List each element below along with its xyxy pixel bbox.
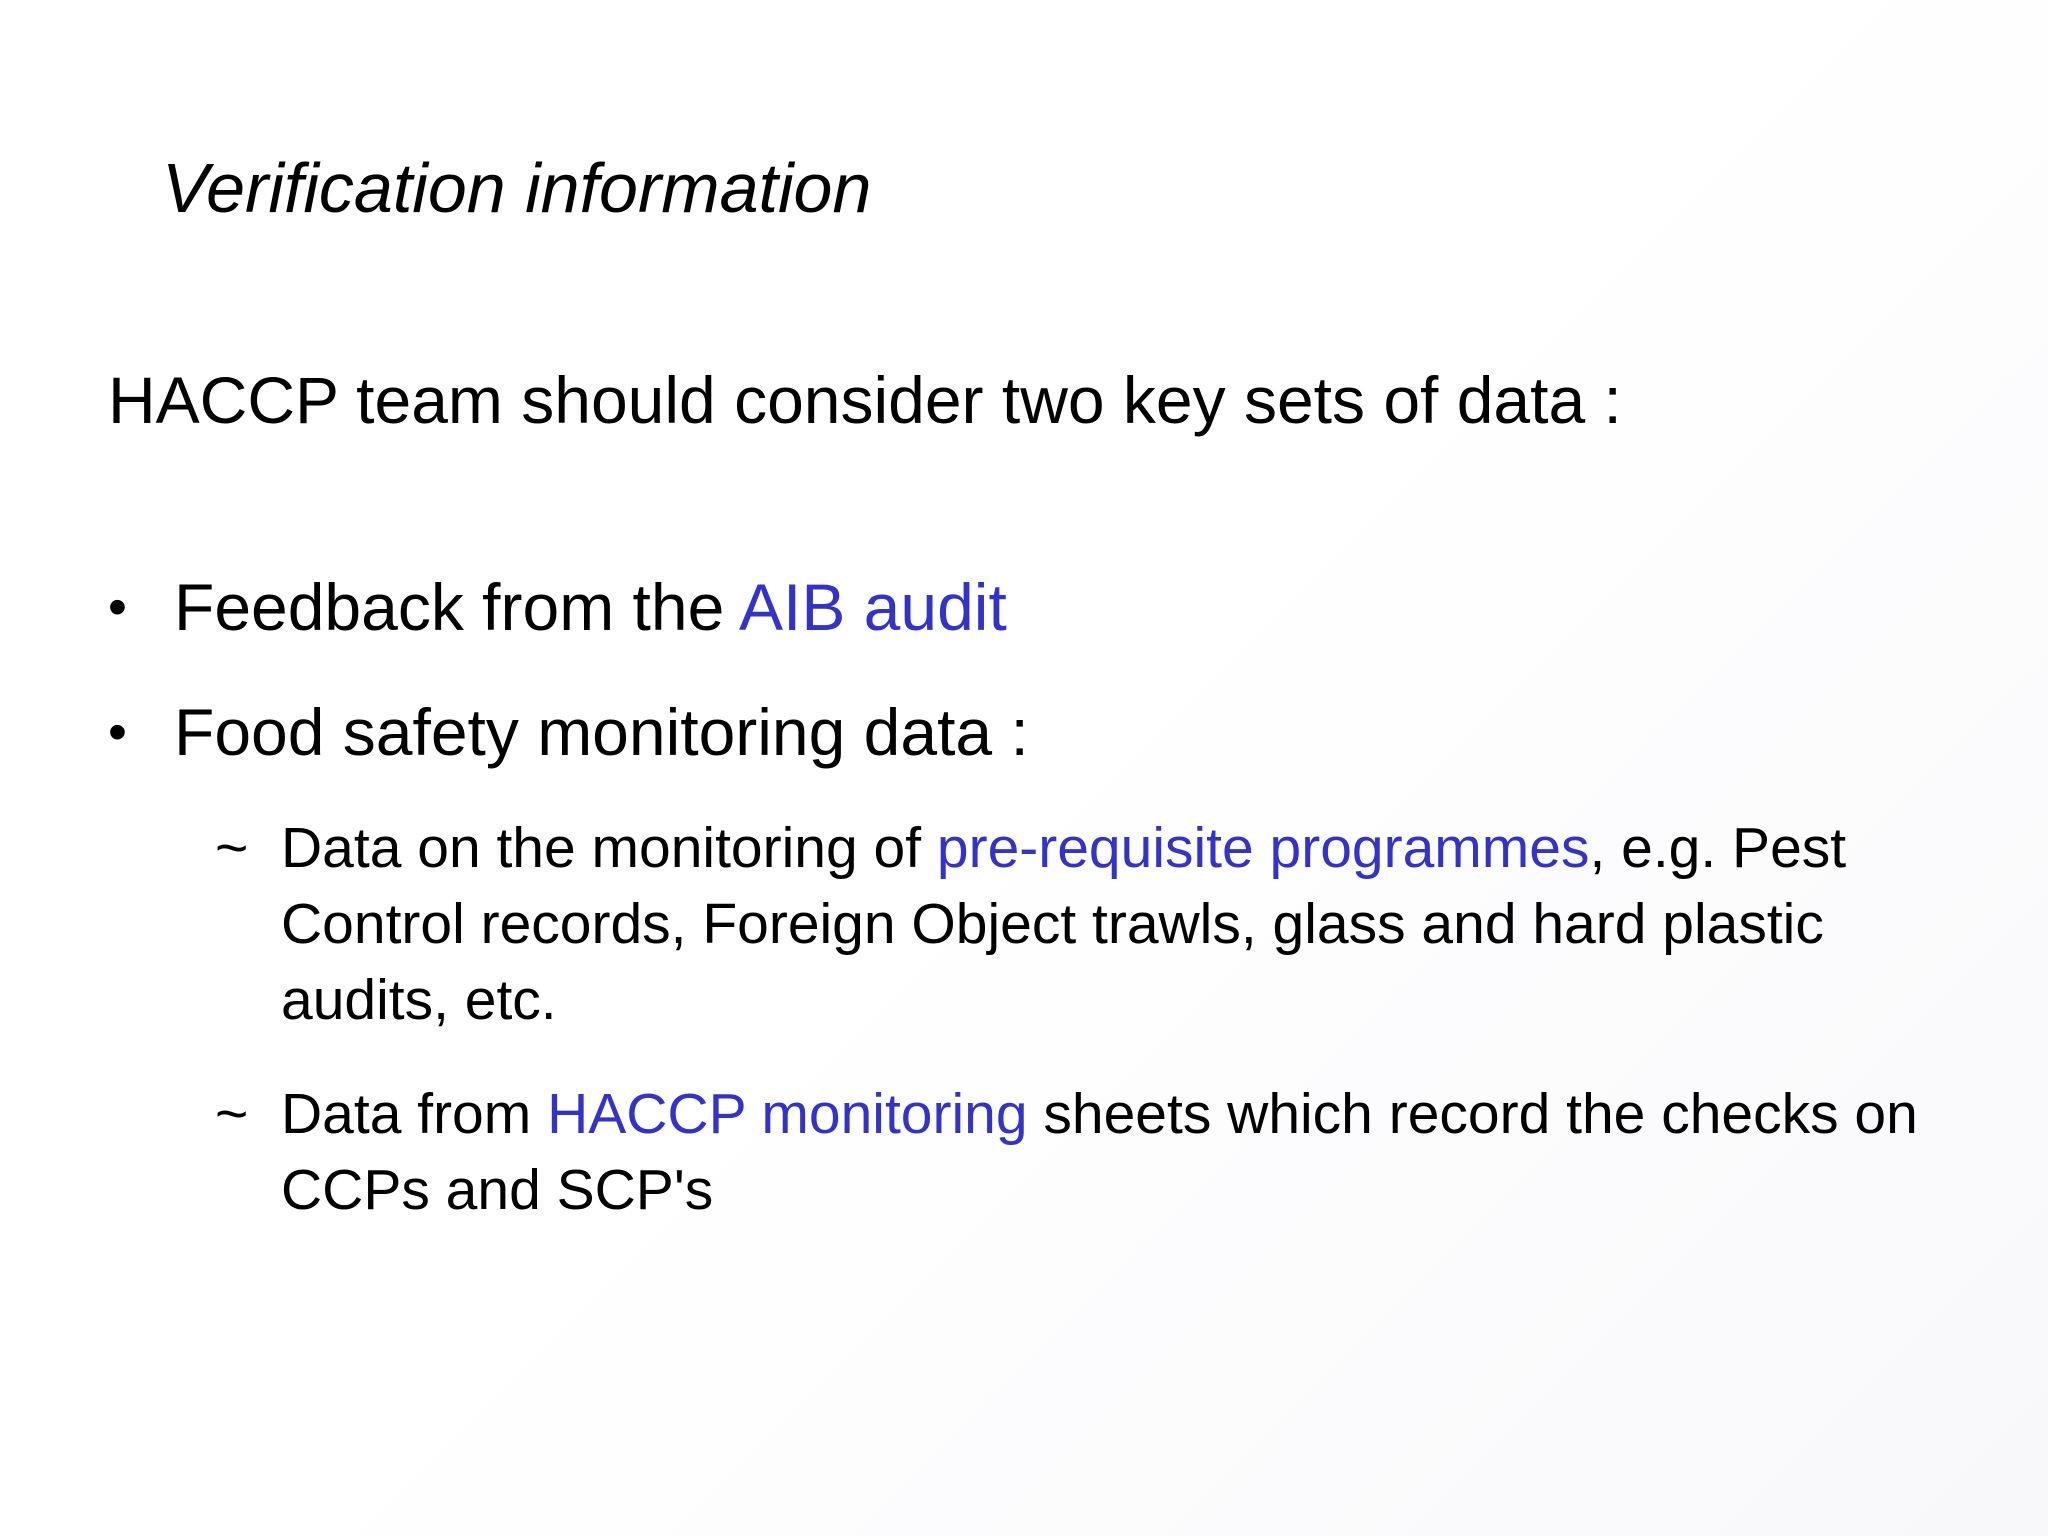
sub-bullet-text-after: , e.g. Pest Control records, Foreign Object trawls, glass and hard plastic audits, etc. — [281, 816, 1847, 1032]
sub-bullet-text: Data on the monitoring of — [281, 816, 937, 880]
bullet-icon: • — [108, 702, 127, 762]
tilde-icon: ~ — [215, 1082, 249, 1146]
bullet-text: Food safety monitoring data : — [174, 695, 1029, 769]
sub-bullet-text-after: sheets which record the checks on CCPs and SCP's — [281, 1082, 1918, 1222]
bullet-text: Feedback from the — [174, 570, 739, 644]
intro-text: HACCP team should consider two key sets of data : — [108, 363, 1622, 437]
bullet-item — [108, 692, 1029, 772]
sub-bullet-text-block — [281, 810, 2001, 1038]
bullet-item — [108, 567, 1007, 647]
sub-bullet-text-block — [281, 1076, 2001, 1228]
sub-bullet-highlight: pre-requisite programmes — [936, 816, 1590, 880]
bullet-icon: • — [108, 577, 127, 637]
tilde-icon: ~ — [215, 816, 249, 880]
sub-bullet-highlight: HACCP monitoring — [547, 1082, 1028, 1146]
sub-bullet-text: Data from — [281, 1082, 548, 1146]
bullet-highlight: AIB audit — [738, 570, 1007, 644]
slide-title: Verification information — [162, 149, 872, 227]
